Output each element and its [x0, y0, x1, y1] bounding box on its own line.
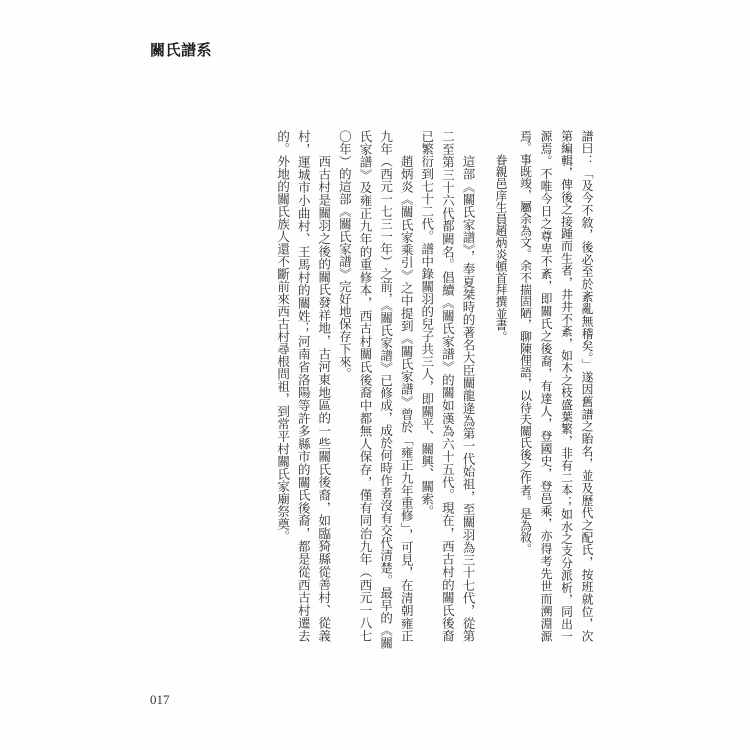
quote-column: 譜曰：「及今不敘，後必至於紊亂無稽矣。」遂因舊譜之貽名，並及歷代之配氏，按班就位，次: [580, 130, 594, 642]
body-column: 趙炳炎《關氏家乘引》之中提到《關氏家譜》曾於「雍正九年重修」，可見，在清朝雍正: [399, 155, 415, 642]
running-head-title: 關氏譜系: [150, 41, 213, 59]
body-column: 這部《關氏家譜》，奉夏桀時的著名大臣關龍逄為第一代始祖，至關羽為三十七代，從第: [461, 155, 476, 642]
body-column: 已繁衍到七十二代。譜中錄關羽的兒子共三人，即關平、關興、關索。: [419, 130, 435, 518]
page-number: 017: [150, 692, 170, 707]
body-column: 村，運城市小曲村、王馬村的關姓；河南省洛陽等許多縣市的關氏後裔，都是從西古村遷去: [296, 130, 312, 642]
body-column: 二至第三十六代都闕名。倡續《關氏家譜》的關如漢為六十五代。現在，西古村的關氏後裔: [440, 130, 456, 642]
quote-column: 焉。事既竣，屬余為文。余不揣固陋，聊陳俚語，以待夫關氏後之作者。是為敘。: [518, 130, 533, 555]
body-column: 的。外地的關氏族人還不斷前來西古村尋根問祖，到常平村關氏家廟祭奠。: [275, 130, 291, 543]
body-column: 〇年）的這部《關氏家譜》完好地保存下來。: [337, 130, 353, 380]
body-column: 氏家譜》及雍正九年的重修本，西古村關氏後裔中都無人保存，僅有同治九年（西元一八七: [358, 130, 373, 642]
quote-column: 第編輯，俾後之接踵而生者，井井不紊，如木之枝盛葉繁，非有二本；如水之支分派析，同出一: [559, 130, 574, 642]
quote-signature: 眷親邑庠生員趙炳炎頓首拜撰並書。: [494, 154, 508, 343]
quote-column: 源焉。不唯今日之尊卑不紊，即關氏之後裔，有達人，登國史，登邑乘，亦得考先世而溯淵源: [539, 130, 553, 642]
body-column: 九年（西元一七三一年）之前，《關氏家譜》已修成，成於何時作者沒有交代清楚。最早的《關: [378, 130, 394, 649]
body-column: 西古村是關羽之後的關氏發祥地，古河東地區的一些關氏後裔，如臨猗縣從善村、從義: [316, 155, 332, 642]
